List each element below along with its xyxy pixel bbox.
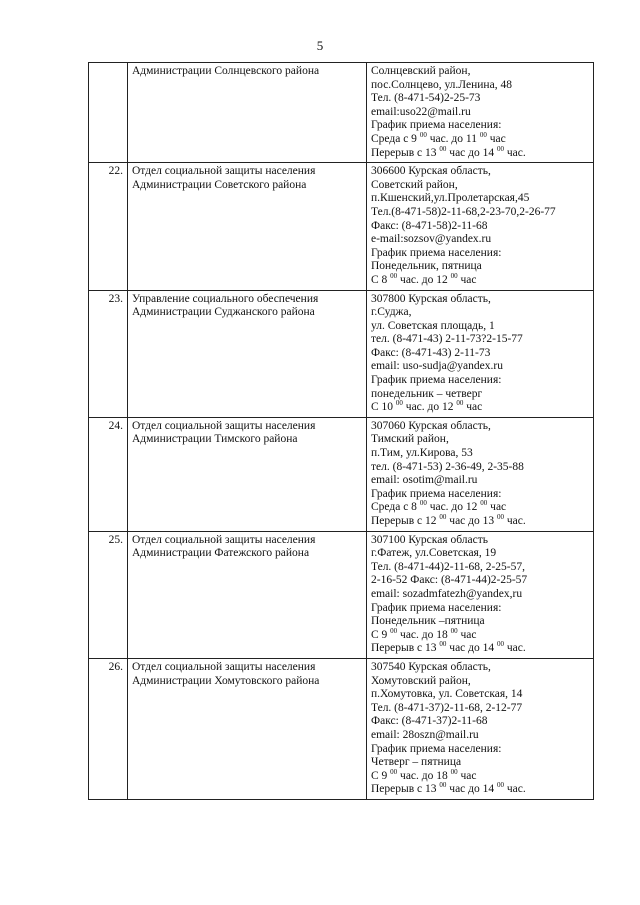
contact-text: Среда с 8 (371, 501, 420, 514)
contact-line (371, 374, 589, 388)
contact-text: С 10 (371, 401, 396, 414)
time-superscript: 00 (450, 767, 458, 776)
contact-line (371, 661, 589, 675)
time-superscript: 00 (497, 513, 504, 522)
organization-line: Администрации Хомутовского района (132, 674, 320, 687)
contact-line (371, 260, 589, 274)
contact-text: тел. (8-471-53) 2-36-49, 2-35-88 (371, 460, 524, 473)
contact-text: С 9 (371, 769, 391, 782)
contact-text: Тел. (8-471-37)2-11-68, 2-12-77 (371, 701, 523, 714)
time-superscript: 00 (439, 144, 447, 153)
contact-text: 306600 Курская область, (371, 165, 491, 178)
organization-line: Отдел социальной защиты населения (132, 165, 316, 178)
contact-line (371, 92, 589, 106)
contact-line (371, 501, 589, 515)
time-superscript: 00 (419, 499, 427, 508)
contact-line (371, 461, 589, 475)
organization-cell (128, 63, 367, 163)
contact-text: email: uso-sudja@yandex.ru (371, 360, 503, 373)
contact-line (371, 306, 589, 320)
contact-text: Среда с 9 (371, 132, 420, 145)
contact-text: Тимский район, (371, 433, 449, 446)
time-superscript: 00 (450, 272, 458, 281)
contact-line (371, 233, 589, 247)
contact-line (371, 688, 589, 702)
table-row (89, 417, 594, 531)
contact-line (371, 420, 589, 434)
contact-text: тел. (8-471-43) 2-11-73?2-15-77 (371, 333, 523, 346)
contact-line (371, 333, 589, 347)
contact-cell (367, 417, 594, 531)
organization-line: Отдел социальной защиты населения (132, 660, 316, 673)
contact-text: час (457, 628, 477, 641)
contact-text: Факс: (8-471-37)2-11-68 (371, 715, 488, 728)
row-number: 26. (89, 658, 128, 799)
contact-text: Тел. (8-471-44)2-11-68, 2-25-57, (371, 560, 526, 573)
contact-line (371, 715, 589, 729)
contact-line (371, 220, 589, 234)
time-superscript: 00 (480, 499, 488, 508)
contact-line (371, 192, 589, 206)
contact-line (371, 447, 589, 461)
contact-text: час. (504, 783, 526, 796)
contact-text: час (457, 769, 477, 782)
contact-text: Солнцевский район, (371, 65, 471, 77)
time-superscript: 00 (390, 272, 398, 281)
table-row (89, 531, 594, 658)
organization-cell (128, 531, 367, 658)
organization-line: Администрации Тимского района (132, 433, 298, 446)
contact-line (371, 433, 589, 447)
organization-line: Отдел социальной защиты населения (132, 419, 316, 432)
table-row (89, 63, 594, 163)
contact-line (371, 165, 589, 179)
contact-line (371, 602, 589, 616)
contact-text: С 8 (371, 273, 391, 286)
time-superscript: 00 (497, 640, 504, 649)
page-number: 5 (316, 38, 324, 53)
contact-line (371, 65, 589, 79)
contact-text: Факс: (8-471-43) 2-11-73 (371, 346, 491, 359)
contact-line (371, 534, 589, 548)
contact-cell (367, 63, 594, 163)
contact-line (371, 729, 589, 743)
time-superscript: 00 (439, 513, 447, 522)
contact-line (371, 79, 589, 93)
row-number (89, 63, 128, 163)
contact-text: пос.Солнцево, ул.Ленина, 48 (371, 78, 512, 91)
contact-text: Понедельник, пятница (371, 260, 482, 273)
contact-line (371, 179, 589, 193)
organization-cell (128, 658, 367, 799)
contact-cell (367, 163, 594, 290)
contact-text: час до 14 (446, 146, 497, 159)
table-body (89, 63, 594, 800)
contact-line (371, 347, 589, 361)
contact-line (371, 767, 589, 784)
contact-line (371, 360, 589, 374)
table-row (89, 163, 594, 290)
time-superscript: 00 (479, 131, 487, 140)
contact-text: час. до 18 (397, 769, 451, 782)
contact-line (371, 547, 589, 561)
contact-line (371, 743, 589, 757)
contact-text: 2-16-52 Факс: (8-471-44)2-25-57 (371, 574, 528, 587)
contact-text: г.Суджа, (371, 306, 412, 319)
contact-text: 307100 Курская область (371, 533, 488, 546)
organization-line: Администрации Фатежского района (132, 547, 310, 560)
contact-text: Понедельник –пятница (371, 615, 485, 628)
contacts-table (88, 62, 594, 800)
contact-line (371, 515, 589, 529)
contact-text: Тел. (8-471-54)2-25-73 (371, 92, 481, 105)
row-number: 22. (89, 163, 128, 290)
contact-text: Факс: (8-471-58)2-11-68 (371, 219, 488, 232)
contact-text: п.Тим, ул.Кирова, 53 (371, 447, 473, 460)
contact-text: час до 13 (446, 515, 497, 527)
contact-text: График приема населения: (371, 487, 502, 500)
contact-line (371, 702, 589, 716)
contact-line (371, 133, 589, 147)
row-number: 23. (89, 290, 128, 417)
table-row (89, 290, 594, 417)
contact-line (371, 783, 589, 797)
row-number: 24. (89, 417, 128, 531)
contact-text: email:uso22@mail.ru (371, 105, 471, 118)
contact-text: час (463, 401, 483, 414)
contact-text: час. (504, 146, 526, 159)
contact-text: час. (504, 515, 526, 527)
contact-text: час. до 12 (397, 273, 451, 286)
contact-line (371, 274, 589, 288)
time-superscript: 00 (439, 781, 447, 790)
contact-line (371, 320, 589, 334)
contact-text: час (487, 501, 507, 514)
contact-text: 307800 Курская область, (371, 292, 491, 305)
contact-text: час до 14 (446, 783, 497, 796)
contact-text: Перерыв с 13 (371, 783, 440, 796)
contact-text: e-mail:sozsov@yandex.ru (371, 233, 492, 246)
organization-cell (128, 163, 367, 290)
contact-text: час. до 18 (397, 628, 451, 641)
time-superscript: 00 (439, 640, 447, 649)
contact-cell (367, 531, 594, 658)
contact-cell (367, 290, 594, 417)
contact-text: Перерыв с 13 (371, 146, 440, 159)
contact-line (371, 247, 589, 261)
contact-text: ул. Советская площадь, 1 (371, 319, 495, 332)
organization-line: Администрации Советского района (132, 178, 307, 191)
contact-text: час. до 11 (426, 132, 480, 145)
contact-text: Перерыв с 12 (371, 515, 440, 527)
contact-text: г.Фатеж, ул.Советская, 19 (371, 547, 497, 560)
contact-cell (367, 658, 594, 799)
contact-text: час. (504, 642, 526, 655)
time-superscript: 00 (390, 767, 398, 776)
contact-line (371, 144, 589, 161)
contact-text: График приема населения: (371, 374, 502, 387)
contact-text: час (457, 273, 477, 286)
organization-cell (128, 290, 367, 417)
contact-text: email: osotim@mail.ru (371, 474, 478, 487)
contact-line (371, 626, 589, 643)
organization-line: Отдел социальной защиты населения (132, 533, 316, 546)
time-superscript: 00 (497, 781, 504, 790)
contact-text: Хомутовский район, (371, 674, 471, 687)
contact-text: График приема населения: (371, 119, 502, 132)
contact-text: Советский район, (371, 178, 458, 191)
contact-line (371, 206, 589, 220)
contact-line (371, 401, 589, 415)
contact-text: час (486, 132, 506, 145)
time-superscript: 00 (419, 131, 427, 140)
contact-text: понедельник – четверг (371, 387, 483, 400)
contact-text: email: sozadmfatezh@yandex,ru (371, 587, 523, 600)
contact-text: п.Хомутовка, ул. Советская, 14 (371, 688, 523, 701)
organization-line: Администрации Солнцевского района (132, 65, 320, 77)
time-superscript: 00 (456, 399, 464, 408)
contact-text: Четверг – пятница (371, 756, 462, 769)
contact-line (371, 474, 589, 488)
contact-line (371, 561, 589, 575)
time-superscript: 00 (395, 399, 403, 408)
contact-line (371, 106, 589, 120)
contact-text: Тел.(8-471-58)2-11-68,2-23-70,2-26-77 (371, 205, 556, 218)
contact-text: п.Кшенский,ул.Пролетарская,45 (371, 192, 530, 205)
contact-line (371, 615, 589, 629)
time-superscript: 00 (497, 144, 504, 153)
time-superscript: 00 (390, 626, 398, 635)
organization-line: Управление социального обеспечения (132, 292, 319, 305)
contact-text: 307060 Курская область, (371, 419, 491, 432)
contact-line (371, 588, 589, 602)
contact-text: 307540 Курская область, (371, 660, 491, 673)
contact-line (371, 293, 589, 307)
organization-line: Администрации Суджанского района (132, 306, 315, 319)
contact-line (371, 388, 589, 402)
contact-line (371, 574, 589, 588)
contact-line (371, 642, 589, 656)
row-number: 25. (89, 531, 128, 658)
contact-text: С 9 (371, 628, 391, 641)
contact-text: час. до 12 (426, 501, 481, 514)
organization-cell (128, 417, 367, 531)
contact-text: час до 14 (446, 642, 497, 655)
contact-text: час. до 12 (402, 401, 457, 414)
contact-text: График приема населения: (371, 601, 502, 614)
contact-line (371, 675, 589, 689)
table-row (89, 658, 594, 799)
contact-text: График приема населения: (371, 246, 502, 259)
time-superscript: 00 (450, 626, 458, 635)
contact-text: Перерыв с 13 (371, 642, 440, 655)
contact-text: email: 28oszn@mail.ru (371, 728, 479, 741)
contact-line (371, 756, 589, 770)
contact-text: График приема населения: (371, 742, 502, 755)
